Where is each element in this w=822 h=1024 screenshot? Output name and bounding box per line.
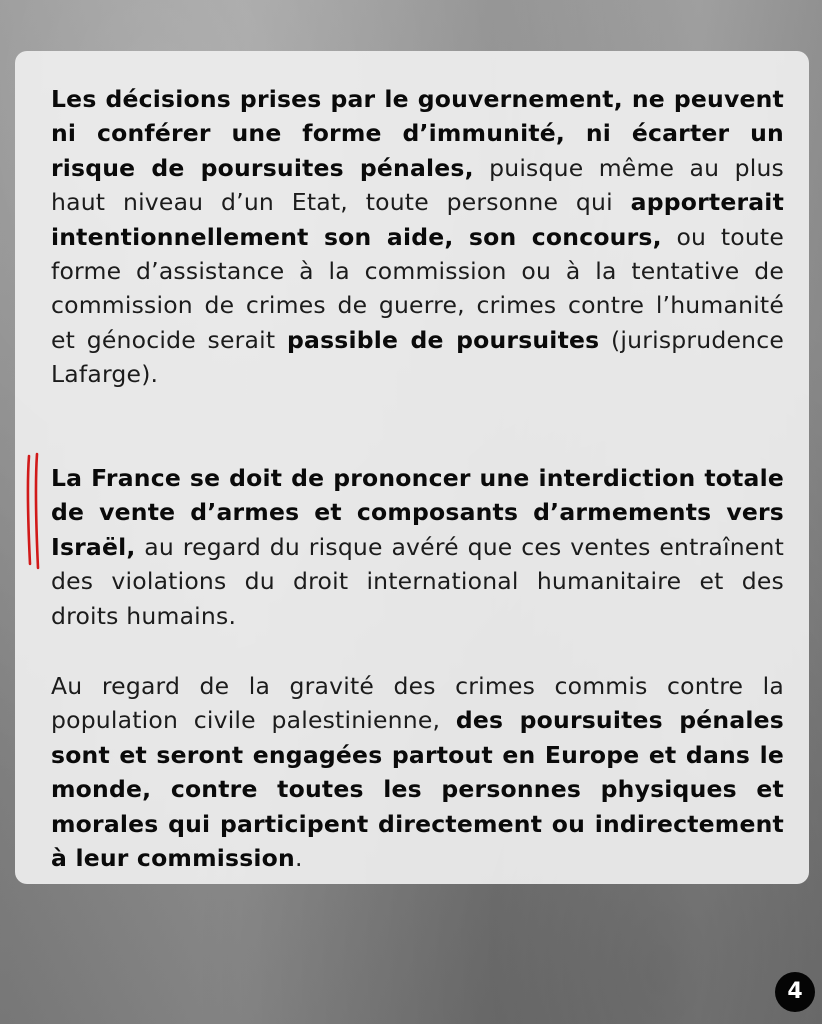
bold-text: passible de poursuites [286, 325, 600, 354]
bold-text: apporterait intentionnellement son aide, son concours, [51, 188, 784, 251]
text: puisque même au plus haut niveau d’un Etat, toute personne qui [51, 153, 784, 217]
text: (jurisprudence Lafarge). [51, 325, 784, 389]
text: ou toute forme d’assistance à la commission ou à la tentative de commission de crimes de guerre, crimes contre l’humanité et génocide serait [51, 222, 784, 354]
paragraph-immunity [51, 82, 784, 392]
text: au regard du risque avéré que ces ventes entraînent des violations du droit international humanitaire et des droits humains. [51, 532, 784, 630]
red-highlight-mark-icon [22, 452, 44, 570]
text: . [294, 844, 303, 873]
bold-text: La France se doit de prononcer une interdiction totale de vente d’armes et composants d’armements vers Israël, [51, 464, 784, 561]
bold-text: des poursuites pénales sont et seront engagées partout en Europe et dans le monde, contre toutes les personnes physiques et morales qui participent directement ou indirectement à leur commission [51, 706, 784, 873]
paragraph-prosecutions [51, 669, 784, 875]
paragraph-arms-ban [51, 461, 784, 633]
page-number-badge: 4 [775, 972, 815, 1012]
text: Au regard de la gravité des crimes commis contre la population civile palestinienne, [51, 672, 784, 735]
bold-text: Les décisions prises par le gouvernement, ne peuvent ni conférer une forme d’immunité, ni écarter un risque de poursuites pénales, [51, 85, 784, 182]
